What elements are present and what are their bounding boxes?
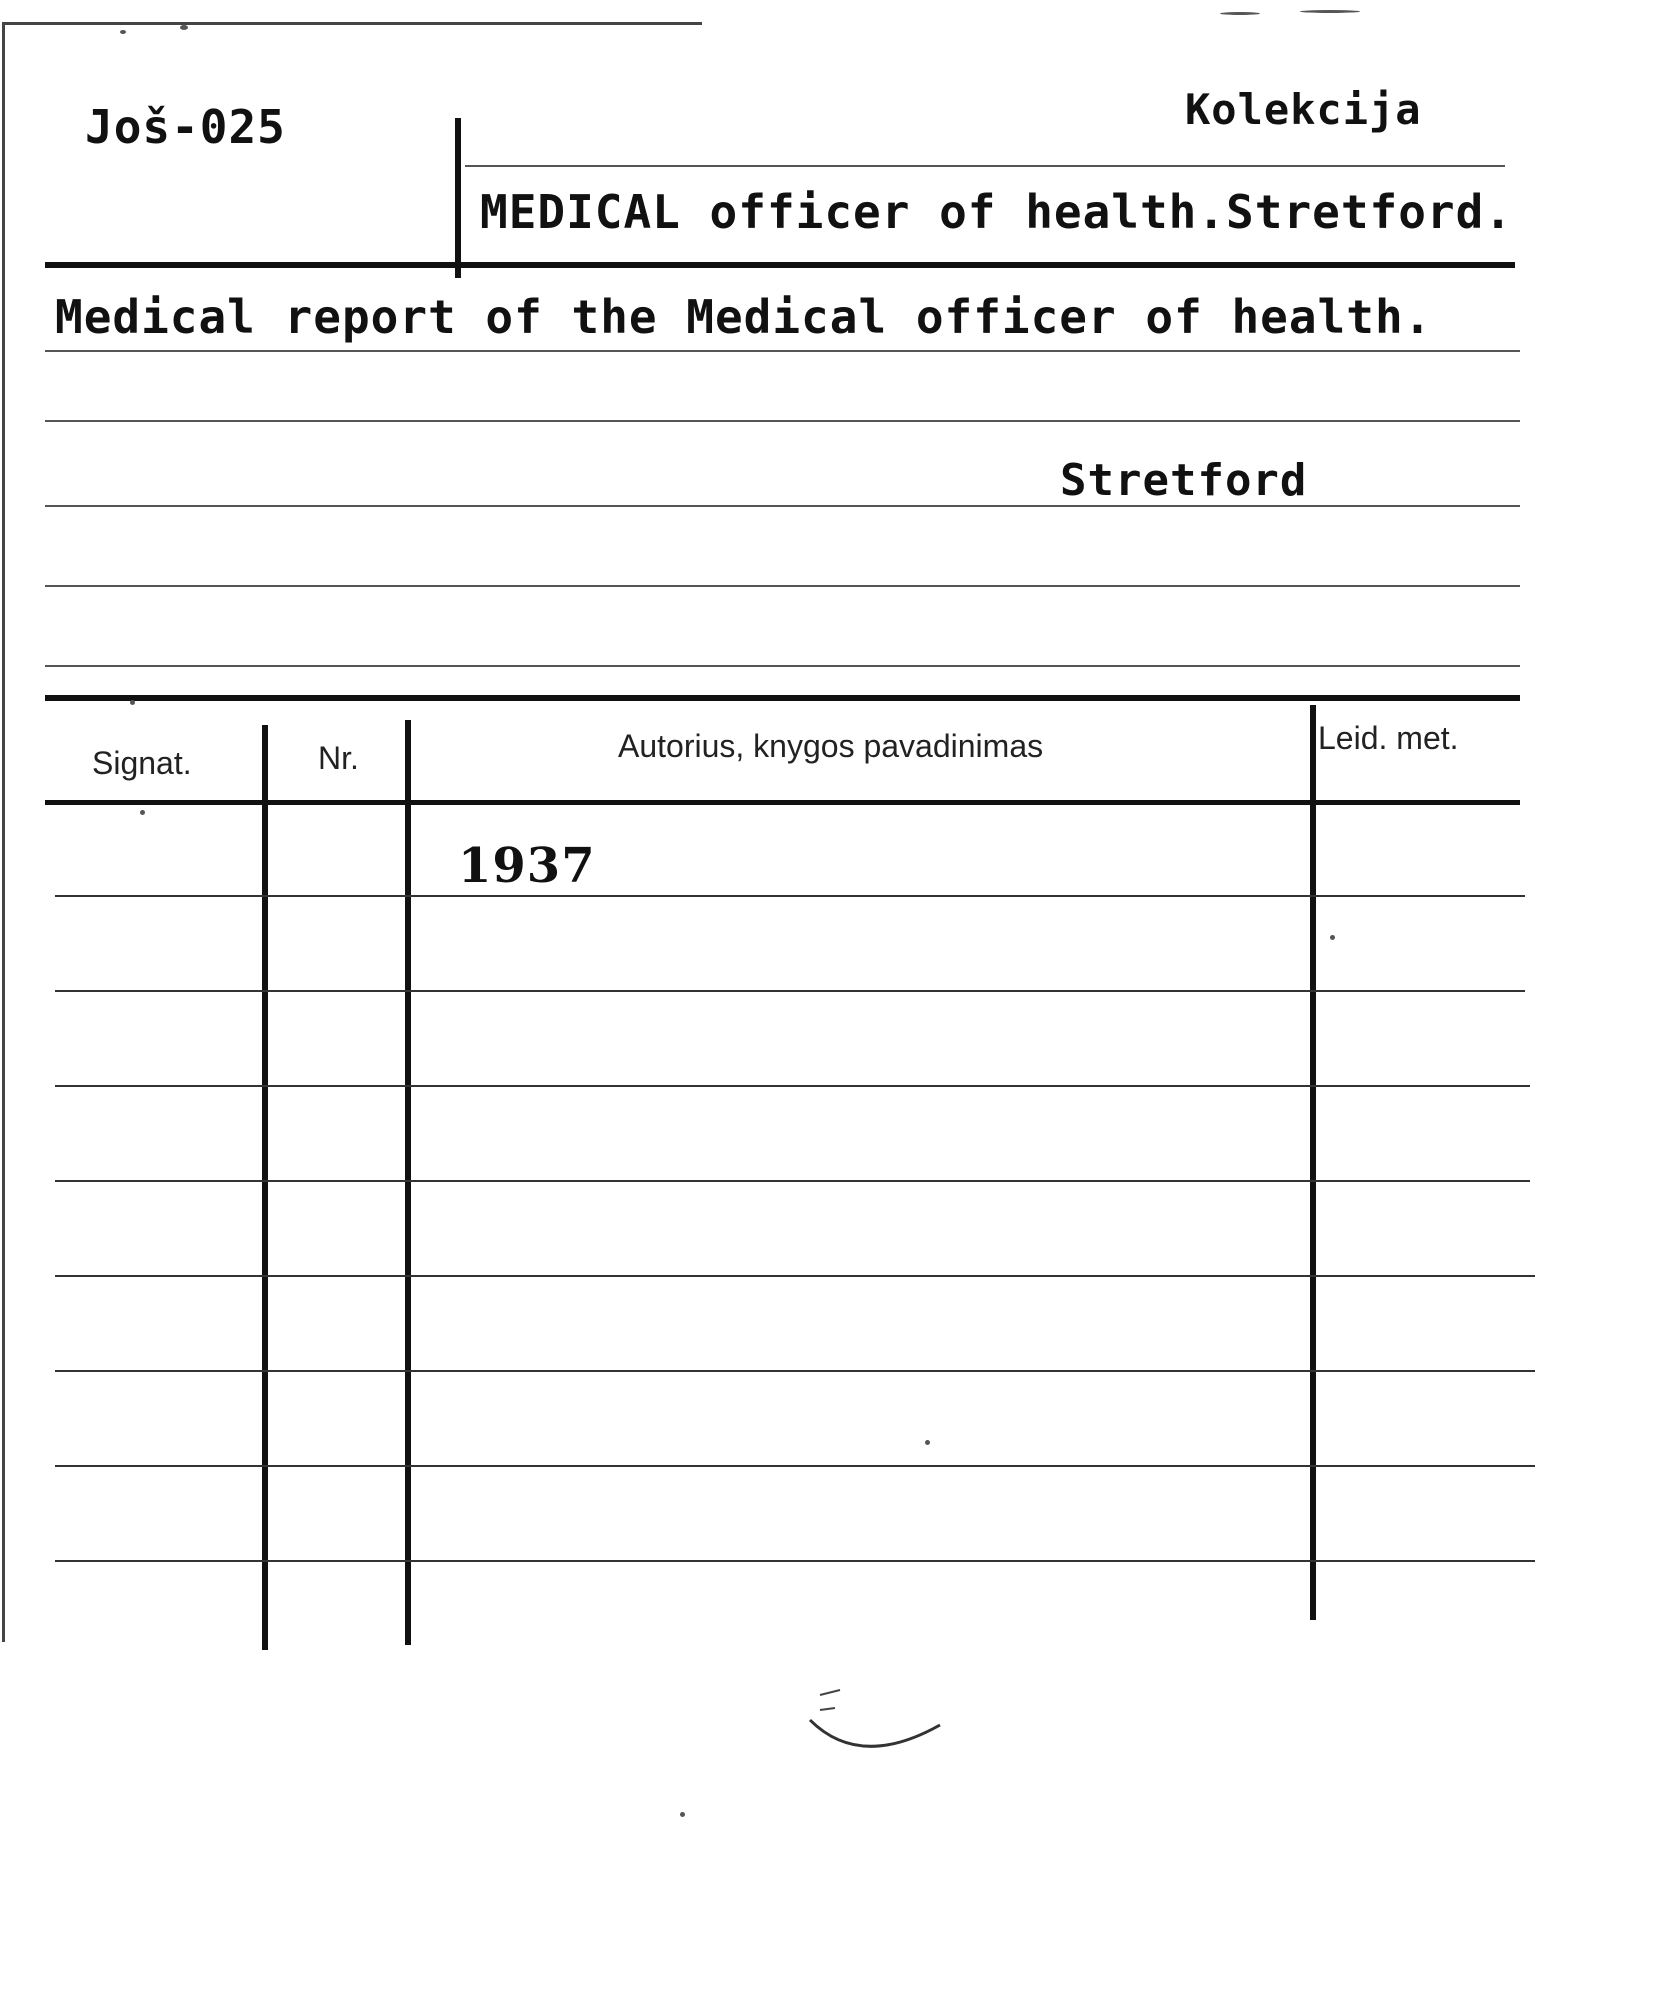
scan-speck [1220, 12, 1260, 15]
entry-year: 1937 [458, 838, 596, 894]
card-top-edge [2, 22, 702, 25]
collection-rule [465, 165, 1505, 167]
table-row-line [55, 1275, 1535, 1277]
scan-speck [1300, 10, 1360, 13]
collection-name: MEDICAL officer of health.Stretford. [480, 185, 1513, 239]
header-number: Nr. [318, 740, 359, 776]
card-place: Stretford [1060, 455, 1308, 506]
card-code: Još-025 [85, 100, 286, 154]
header-author-title: Autorius, knygos pavadinimas [618, 728, 1044, 764]
scan-speck [180, 25, 188, 30]
table-row-line [55, 1560, 1535, 1562]
card-title: Medical report of the Medical officer of health. [55, 290, 1433, 344]
rule-line [45, 420, 1520, 422]
table-row-line [55, 1465, 1535, 1467]
column-divider-number [405, 720, 411, 1645]
scan-speck [680, 1812, 685, 1817]
rule-line [45, 665, 1520, 667]
table-row-line [55, 1180, 1530, 1182]
header-rule [45, 262, 1515, 268]
table-row-line [55, 1370, 1535, 1372]
rule-line [45, 585, 1520, 587]
column-divider-signature [262, 725, 268, 1650]
stamp-mark [800, 1670, 950, 1760]
table-row-line [55, 1085, 1530, 1087]
collection-label: Kolekcija [1185, 85, 1422, 134]
table-row-line [55, 895, 1525, 897]
table-row-line [55, 990, 1525, 992]
column-divider-title [1310, 705, 1316, 1620]
rule-line [45, 350, 1520, 352]
scan-speck [120, 30, 126, 34]
header-divider [455, 118, 461, 278]
scan-speck [130, 700, 135, 705]
table-top-rule [45, 695, 1520, 701]
header-signature: Signat. [92, 745, 192, 781]
card-left-edge [2, 22, 5, 1642]
scan-speck [1330, 935, 1335, 940]
scan-speck [140, 810, 145, 815]
header-publication-year: Leid. met. [1318, 720, 1459, 756]
scan-speck [925, 1440, 930, 1445]
